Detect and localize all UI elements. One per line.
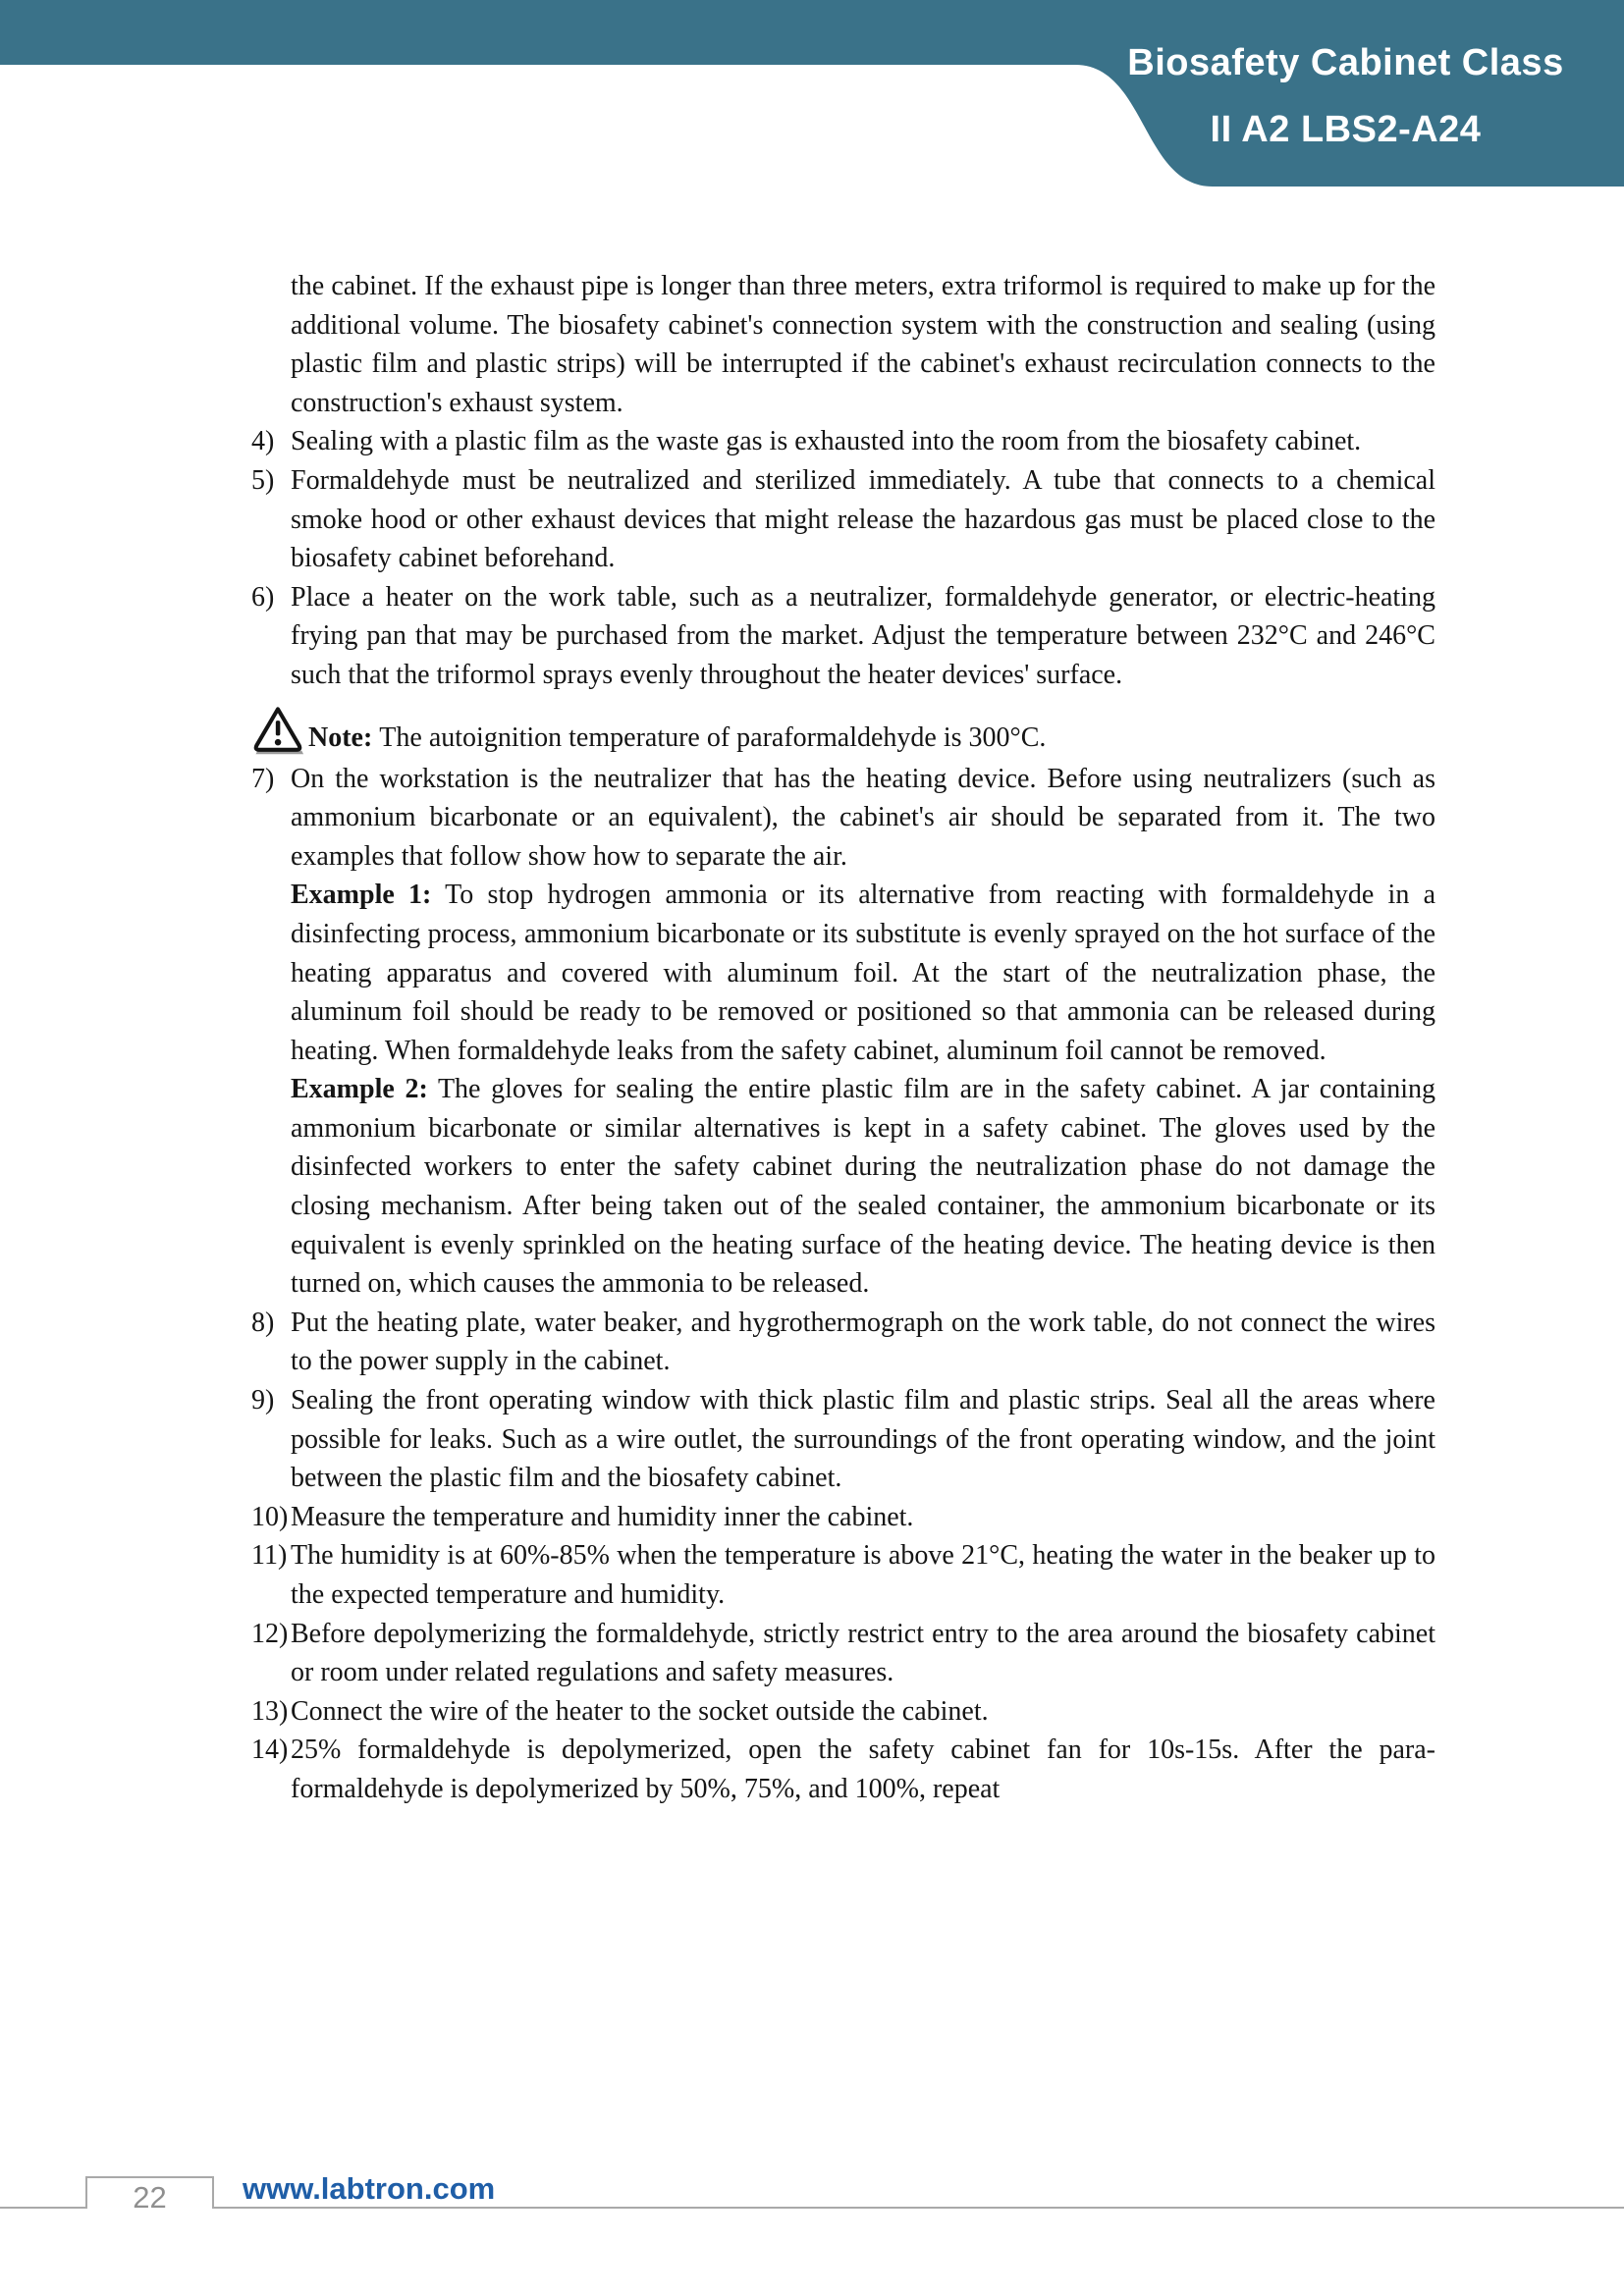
content-area xyxy=(251,267,1435,1809)
note-text: The autoignition temperature of paraformaldehyde is 300°C. xyxy=(379,721,1047,753)
item-number: 13) xyxy=(251,1695,289,1727)
item-text: Put the heating plate, water beaker, and hygrothermograph on the work table, do not connect the wires to the power supply in the cabinet. xyxy=(291,1307,1435,1377)
item-number: 9) xyxy=(251,1385,275,1416)
list-item-12 xyxy=(251,1615,1435,1692)
example-1-text: To stop hydrogen ammonia or its alternative from reacting with formaldehyde in a disinfecting process, ammonium bicarbonate or its substitute is evenly sprayed on the hot surface of the heating apparatus and covered with aluminum foil. At the start of the neutralization phase, the aluminum foil should be ready to be removed or positioned so that ammonia can be released during heating. When formaldehyde leaks from the safety cabinet, aluminum foil cannot be removed. xyxy=(291,880,1436,1066)
page-number-tab xyxy=(85,2176,214,2215)
item-number: 14) xyxy=(251,1735,289,1766)
example-2-label: Example 2: xyxy=(291,1074,428,1105)
website-link[interactable]: www.labtron.com xyxy=(243,2171,496,2206)
list-item-6 xyxy=(251,578,1435,695)
note-callout xyxy=(251,701,1435,758)
item-text: Place a heater on the work table, such as a neutralizer, formaldehyde generator, or electric-heating frying pan that may be purchased from the market. Adjust the temperature between 232°C and 246°C such that the triformol sprays evenly throughout the heater devices' surface. xyxy=(291,581,1435,690)
item-number: 10) xyxy=(251,1501,289,1532)
list-item-11 xyxy=(251,1536,1435,1614)
item-number: 7) xyxy=(251,763,275,794)
page-title xyxy=(1075,29,1616,163)
page-title-line1: Biosafety Cabinet Class xyxy=(1127,42,1564,83)
list-item-14 xyxy=(251,1731,1435,1808)
footer-divider xyxy=(0,2207,1624,2209)
item-number: 12) xyxy=(251,1618,289,1649)
list-item-10 xyxy=(251,1498,1435,1537)
item-text: Connect the wire of the heater to the socket outside the cabinet. xyxy=(291,1695,989,1727)
list-item-8 xyxy=(251,1304,1435,1381)
item-number: 5) xyxy=(251,464,275,496)
note-text-line xyxy=(308,719,1046,758)
item-text: 25% formaldehyde is depolymerized, open the safety cabinet fan for 10s-15s. After the para-formaldehyde is depolymerized by 50%, 75%, and 100%, repeat xyxy=(291,1735,1435,1804)
example-2-paragraph xyxy=(291,1070,1435,1304)
item-text: Before depolymerizing the formaldehyde, strictly restrict entry to the area around the biosafety cabinet or room under related regulations and safety measures. xyxy=(291,1618,1435,1688)
list-item-9 xyxy=(251,1381,1435,1498)
item-text: Sealing with a plastic film as the waste gas is exhausted into the room from the biosafety cabinet. xyxy=(291,426,1362,457)
item-number: 4) xyxy=(251,426,275,457)
item-text: Formaldehyde must be neutralized and sterilized immediately. A tube that connects to a chemical smoke hood or other exhaust devices that might release the hazardous gas must be placed close to the biosafety cabinet beforehand. xyxy=(291,464,1435,574)
item-number: 11) xyxy=(251,1540,288,1572)
example-1-label: Example 1: xyxy=(291,880,432,911)
item-text: Measure the temperature and humidity inner the cabinet. xyxy=(291,1501,914,1532)
example-1-paragraph xyxy=(291,876,1435,1070)
warning-triangle-icon xyxy=(251,703,304,758)
list-item-5 xyxy=(251,461,1435,578)
item-text: The humidity is at 60%-85% when the temperature is above 21°C, heating the water in the beaker up to the expected temperature and humidity. xyxy=(291,1540,1435,1610)
page-title-line2: II A2 LBS2-A24 xyxy=(1210,109,1482,150)
page-number: 22 xyxy=(133,2180,167,2215)
example-2-text: The gloves for sealing the entire plastic film are in the safety cabinet. A jar containing ammonium bicarbonate or similar alternatives is kept in a safety cabinet. The gloves used by the disinfected workers to enter the safety cabinet during the neutralization phase do not damage the closing mechanism. After being taken out of the sealed container, the ammonium bicarbonate or its equivalent is evenly sprinkled on the heating surface of the heating device. The heating device is then turned on, which causes the ammonia to be released. xyxy=(291,1074,1435,1300)
item-number: 8) xyxy=(251,1307,275,1338)
item-text: On the workstation is the neutralizer that has the heating device. Before using neutralizers (such as ammonium bicarbonate or an equivalent), the cabinet's air should be separated from it. The two examples that follow show how to separate the air. xyxy=(291,763,1435,872)
item-number: 6) xyxy=(251,581,275,613)
intro-continuation-paragraph: the cabinet. If the exhaust pipe is longer than three meters, extra triformol is required to make up for the additional volume. The biosafety cabinet's connection system with the construction and sealing (using plastic film and plastic strips) will be interrupted if the cabinet's exhaust recirculation connects to the construction's exhaust system. xyxy=(291,271,1435,418)
note-label: Note: xyxy=(308,721,373,753)
item-text: Sealing the front operating window with thick plastic film and plastic strips. Seal all the areas where possible for leaks. Such as a wire outlet, the surroundings of the front operating window, and the joint between the plastic film and the biosafety cabinet. xyxy=(291,1385,1435,1494)
list-item-7 xyxy=(251,760,1435,1304)
list-item-13 xyxy=(251,1692,1435,1732)
list-item-4 xyxy=(251,422,1435,461)
